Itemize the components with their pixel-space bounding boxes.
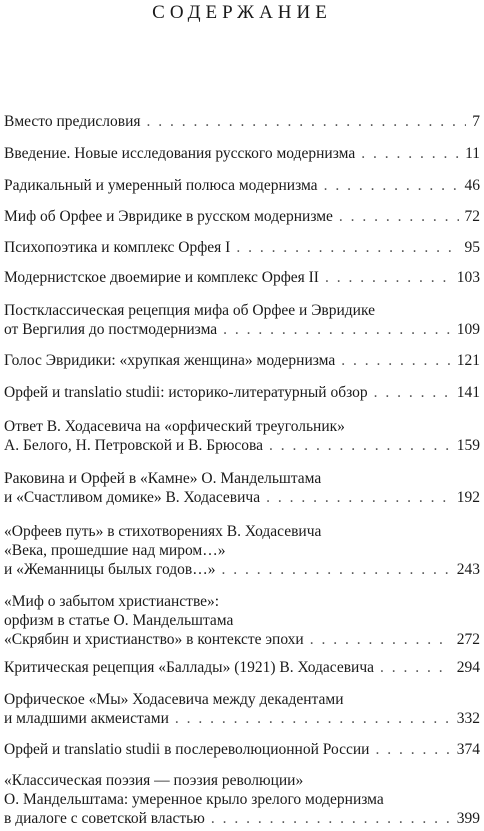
page-number: 109 [456, 321, 480, 338]
page-number: 72 [464, 208, 480, 225]
page-number: 332 [456, 710, 480, 727]
entry-title: Орфей и translatio studii в послереволюционной России [4, 741, 370, 758]
entry-title-line: и «Счастливом домике» В. Ходасевича [4, 489, 261, 506]
leader-dots [222, 560, 451, 579]
leader-dots [339, 207, 459, 226]
entry-title: Вместо предисловия [4, 113, 141, 130]
toc-entry [4, 522, 480, 579]
page-number: 192 [456, 489, 480, 506]
leader-dots [147, 112, 467, 131]
leader-dots [361, 144, 459, 163]
leader-dots [325, 268, 451, 287]
toc-entry [4, 207, 480, 226]
leader-dots [310, 630, 451, 649]
entry-title: Радикальный и умеренный полюса модернизма [4, 177, 318, 194]
entry-title-line: от Вергилия до постмодернизма [4, 321, 218, 338]
toc-entry [4, 469, 480, 507]
toc-entry [4, 176, 480, 195]
page-number: 243 [456, 561, 480, 578]
page-number: 11 [465, 145, 480, 162]
entry-title-line: Ответ В. Ходасевича на «орфический треугольник» [4, 418, 345, 435]
entry-title: Критическая рецепция «Баллады» (1921) В. Ходасевича [4, 659, 375, 676]
entry-title: Модернистское двоемирие и комплекс Орфея II [4, 269, 319, 286]
leader-dots [236, 238, 458, 257]
toc-entry [4, 592, 480, 649]
entry-title: Орфей и translatio studii: историко-литературный обзор [4, 384, 368, 401]
entry-title-line: «Миф о забытом христианстве»: [4, 593, 220, 610]
page-number: 374 [456, 741, 480, 758]
entry-title-line: «Орфеев путь» в стихотворениях В. Ходасевича [4, 523, 322, 540]
entry-title-line: в диалоге с советской властью [4, 810, 205, 827]
page-number: 272 [456, 631, 480, 648]
leader-dots [175, 709, 451, 728]
page-number: 7 [472, 113, 480, 130]
entry-title-line: и младшими акмеистами [4, 710, 169, 727]
toc-entry [4, 351, 480, 370]
page-number: 103 [456, 269, 480, 286]
page-title: СОДЕРЖАНИЕ [152, 2, 332, 23]
leader-dots [375, 740, 450, 759]
entry-title-line: «Скрябин и христианство» в контексте эпохи [4, 631, 304, 648]
entry-title-line: орфизм в статье О. Мандельштама [4, 612, 234, 629]
toc-entry [4, 658, 480, 677]
page-number: 399 [456, 810, 480, 827]
leader-dots [223, 320, 451, 339]
entry-title: Психопоэтика и комплекс Орфея I [4, 239, 231, 256]
toc-entry [4, 771, 480, 828]
leader-dots [269, 436, 451, 455]
page-number: 294 [456, 659, 480, 676]
toc-entry [4, 301, 480, 339]
entry-title-line: «Классическая поэзия — поэзия революции» [4, 772, 304, 789]
leader-dots [211, 809, 451, 828]
toc-entry [4, 238, 480, 257]
entry-title-line: Раковина и Орфей в «Камне» О. Мандельштама [4, 470, 322, 487]
leader-dots [341, 351, 451, 370]
toc-entry [4, 268, 480, 287]
toc-entry [4, 417, 480, 455]
leader-dots [266, 488, 451, 507]
toc-entry [4, 383, 480, 402]
page-number: 46 [464, 177, 480, 194]
leader-dots [324, 176, 459, 195]
leader-dots [380, 658, 451, 677]
leader-dots [374, 383, 451, 402]
entry-title: Голос Эвридики: «хрупкая женщина» модернизма [4, 352, 336, 369]
toc-entry [4, 144, 480, 163]
page-number: 95 [464, 239, 480, 256]
toc-entry [4, 690, 480, 728]
entry-title-line: «Века, прошедшие над миром…» [4, 542, 226, 559]
entry-title: Введение. Новые исследования русского модернизма [4, 145, 356, 162]
entry-title-line: Постклассическая рецепция мифа об Орфее и Эвридике [4, 302, 376, 319]
page-number: 141 [456, 384, 480, 401]
entry-title-line: Орфическое «Мы» Ходасевича между декадентами [4, 691, 344, 708]
entry-title-line: О. Мандельштама: умеренное крыло зрелого модернизма [4, 791, 384, 808]
entry-title-line: и «Жеманницы былых годов…» [4, 561, 216, 578]
page-number: 159 [456, 437, 480, 454]
entry-title-line: А. Белого, Н. Петровской и В. Брюсова [4, 437, 264, 454]
entry-title: Миф об Орфее и Эвридике в русском модернизме [4, 208, 333, 225]
page-number: 121 [456, 352, 480, 369]
toc-entry [4, 112, 480, 131]
toc-entry [4, 740, 480, 759]
